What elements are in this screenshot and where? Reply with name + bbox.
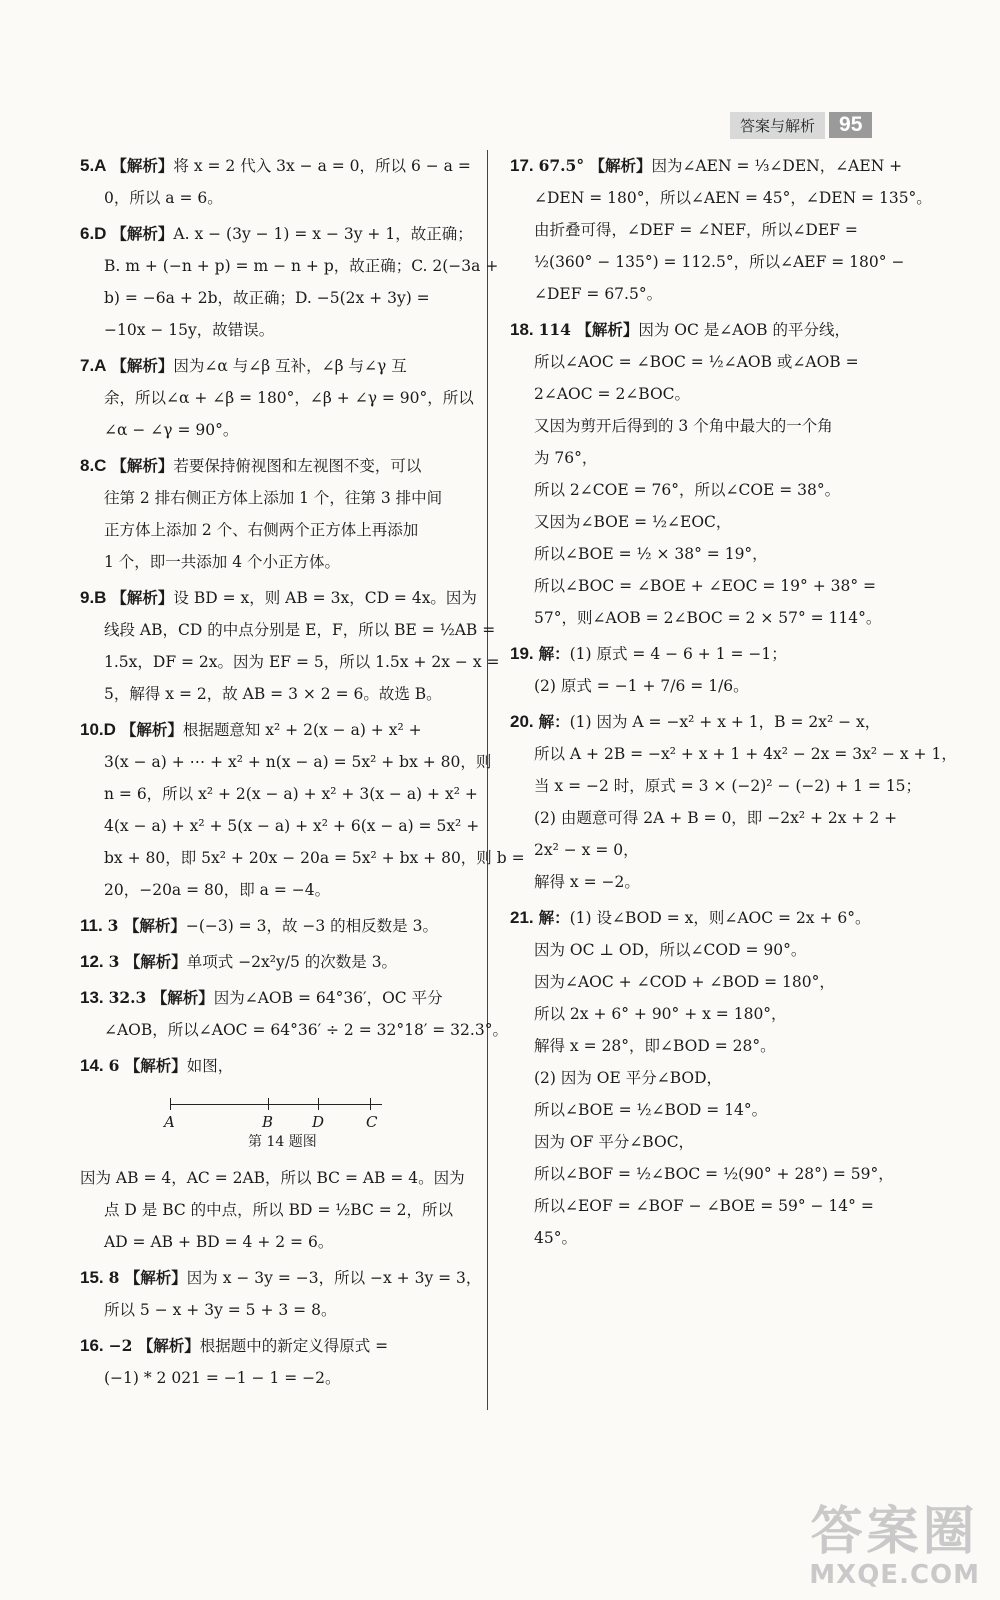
question-number: 21. [510, 908, 534, 927]
answer-line: 点 D 是 BC 的中点，所以 BD = ½BC = 2，所以 [104, 1201, 454, 1219]
answer-item [510, 638, 905, 702]
answer-first-line [510, 638, 905, 670]
answer-first-line [80, 150, 472, 182]
answer-line: 因为 OC ⊥ OD，所以∠COD = 90°。 [534, 941, 807, 959]
answer-first-line [80, 350, 472, 382]
answer-text: (1) 因为 A = −x² + x + 1，B = 2x² − x， [569, 713, 881, 731]
answer-tag: 3 【解析】 [108, 952, 187, 971]
answer-item [80, 218, 499, 346]
question-number: 10.D [80, 720, 116, 739]
answer-first-line [80, 1262, 482, 1294]
answer-line: 所以 2∠COE = 76°，所以∠COE = 38°。 [534, 481, 841, 499]
page-number: 95 [829, 112, 872, 138]
answer-first-line [510, 150, 905, 182]
answer-line: 1 个，即一共添加 4 个小正方体。 [104, 553, 341, 571]
answer-item [510, 902, 905, 1254]
question-number: 9.B [80, 588, 107, 607]
answer-line: 2∠AOC = 2∠BOC。 [534, 385, 691, 403]
answer-line: 正方体上添加 2 个、右侧两个正方体上再添加 [104, 521, 419, 539]
answer-text: −(−3) = 3，故 −3 的相反数是 3。 [185, 917, 438, 935]
answer-line: 因为∠AOC + ∠COD + ∠BOD = 180°， [534, 973, 835, 991]
answer-tag: 32.3 【解析】 [108, 988, 214, 1007]
page-header [730, 112, 872, 138]
answer-tag: 【解析】 [120, 720, 183, 739]
answer-line: (2) 因为 OE 平分∠BOD， [534, 1069, 723, 1087]
answer-item [80, 450, 472, 578]
answer-tag: 【解析】 [111, 224, 174, 243]
answer-line: 1.5x，DF = 2x。因为 EF = 5，所以 1.5x + 2x − x = [104, 653, 500, 671]
answer-line: 所以 A + 2B = −x² + x + 1 + 4x² − 2x = 3x² − x + 1， [534, 745, 957, 763]
answer-text: 因为∠AEN = ⅓∠DEN，∠AEN + [651, 157, 903, 175]
answer-text: 因为 OC 是∠AOB 的平分线， [638, 321, 850, 339]
answer-text: 因为 x − 3y = −3，所以 −x + 3y = 3， [186, 1269, 482, 1287]
question-number: 19. [510, 644, 534, 663]
figure-14 [150, 1088, 410, 1158]
figure-caption: 第 14 题图 [248, 1134, 317, 1150]
answer-line: 20，−20a = 80，即 a = −4。 [104, 881, 331, 899]
answer-line: 所以 5 − x + 3y = 5 + 3 = 8。 [104, 1301, 337, 1319]
answer-item [510, 150, 932, 310]
header-label: 答案与解析 [730, 112, 825, 139]
answer-line: ∠DEN = 180°，所以∠AEN = 45°，∠DEN = 135°。 [534, 189, 932, 207]
answer-line: 解得 x = −2。 [534, 873, 640, 891]
question-number: 17. [510, 156, 534, 175]
answer-item [80, 1330, 472, 1394]
answer-line: 当 x = −2 时，原式 = 3 × (−2)² − (−2) + 1 = 15； [534, 777, 922, 795]
question-number: 15. [80, 1268, 104, 1287]
answer-line: 往第 2 排右侧正方体上添加 1 个，往第 3 排中间 [104, 489, 443, 507]
question-number: 18. [510, 320, 534, 339]
answer-line: 0，所以 a = 6。 [104, 189, 223, 207]
answer-item [80, 946, 472, 978]
answer-line: 所以∠BOE = ½ × 38° = 19°， [534, 545, 768, 563]
answer-line: ½(360° − 135°) = 112.5°，所以∠AEF = 180° − [534, 253, 905, 271]
answer-first-line [80, 910, 472, 942]
answer-tag: 解： [538, 712, 570, 731]
answer-tag: 【解析】 [111, 456, 174, 475]
answer-line: 4(x − a) + x² + 5(x − a) + x² + 6(x − a) = 5x² + [104, 817, 480, 835]
answer-line: 因为 AB = 4，AC = 2AB，所以 BC = AB = 4。因为 [80, 1169, 465, 1187]
answer-line: 所以∠BOE = ½∠BOD = 14°。 [534, 1101, 768, 1119]
answer-line: 所以∠AOC = ∠BOC = ½∠AOB 或∠AOB = [534, 353, 859, 371]
answer-text: 将 x = 2 代入 3x − a = 0，所以 6 − a = [173, 157, 471, 175]
answer-tag: 解： [538, 908, 570, 927]
question-number: 13. [80, 988, 104, 1007]
answer-tag: −2 【解析】 [108, 1336, 200, 1355]
answer-line: ∠AOB，所以∠AOC = 64°36′ ÷ 2 = 32°18′ = 32.3°。 [104, 1021, 508, 1039]
answer-first-line [80, 218, 472, 250]
answer-line: bx + 80，即 5x² + 20x − 20a = 5x² + bx + 80，则 b = [104, 849, 525, 867]
answer-text: 若要保持俯视图和左视图不变，可以 [173, 457, 422, 475]
answer-first-line [80, 1050, 472, 1082]
answer-line: 又因为剪开后得到的 3 个角中最大的一个角 [534, 417, 833, 435]
question-number: 5.A [80, 156, 107, 175]
answer-first-line [510, 314, 905, 346]
answer-item [80, 1050, 472, 1082]
answer-tag: 114 【解析】 [538, 320, 639, 339]
answer-first-line [80, 1330, 472, 1362]
answer-line: −10x − 15y，故错误。 [104, 321, 275, 339]
answer-line: ∠DEF = 67.5°。 [534, 285, 663, 303]
answer-first-line [80, 946, 472, 978]
question-number: 6.D [80, 224, 107, 243]
answer-line: ∠α − ∠γ = 90°。 [104, 421, 239, 439]
answer-first-line [80, 714, 472, 746]
answer-line: 所以∠BOF = ½∠BOC = ½(90° + 28°) = 59°， [534, 1165, 894, 1183]
answer-text: 根据题意知 x² + 2(x − a) + x² + [182, 721, 422, 739]
answer-item [80, 1262, 482, 1326]
answer-text: 因为∠AOB = 64°36′，OC 平分 [213, 989, 443, 1007]
answer-tag: 【解析】 [111, 356, 174, 375]
answer-text: 设 BD = x，则 AB = 3x，CD = 4x。因为 [173, 589, 477, 607]
answer-line: AD = AB + BD = 4 + 2 = 6。 [104, 1233, 334, 1251]
answer-item [80, 150, 472, 214]
answer-line: 又因为∠BOE = ½∠EOC， [534, 513, 732, 531]
answer-tag: 3 【解析】 [107, 916, 186, 935]
watermark-sub: MXQE.COM [809, 1560, 980, 1590]
answer-line: B. m + (−n + p) = m − n + p，故正确；C. 2(−3a + [104, 257, 499, 275]
question-number: 20. [510, 712, 534, 731]
answer-first-line [80, 982, 472, 1014]
question-number: 8.C [80, 456, 107, 475]
answer-text: 单项式 −2x²y/5 的次数是 3。 [186, 953, 398, 971]
answer-tag: 6 【解析】 [108, 1056, 187, 1075]
answer-item [80, 1162, 472, 1258]
watermark-logo [809, 1504, 980, 1590]
point-c-label: C [366, 1113, 378, 1131]
answer-item [80, 910, 472, 942]
answer-item [80, 350, 472, 446]
answer-tag: 解： [538, 644, 570, 663]
answer-line: b) = −6a + 2b，故正确；D. −5(2x + 3y) = [104, 289, 430, 307]
answer-text: 根据题中的新定义得原式 = [199, 1337, 389, 1355]
answer-line: (2) 原式 = −1 + 7/6 = 1/6。 [534, 677, 749, 695]
answer-first-line [510, 706, 905, 738]
answer-first-line [80, 450, 472, 482]
question-number: 12. [80, 952, 104, 971]
answer-line: 为 76°， [534, 449, 598, 467]
answer-line: 所以∠BOC = ∠BOE + ∠EOC = 19° + 38° = [534, 577, 877, 595]
question-number: 16. [80, 1336, 104, 1355]
answer-tag: 8 【解析】 [108, 1268, 187, 1287]
right-column [510, 150, 957, 1258]
answer-line: 2x² − x = 0， [534, 841, 639, 859]
column-divider [487, 150, 488, 1410]
answer-line: 解得 x = 28°，即∠BOD = 28°。 [534, 1037, 776, 1055]
answer-line: 3(x − a) + ⋯ + x² + n(x − a) = 5x² + bx + 80，则 [104, 753, 492, 771]
answer-item [80, 982, 508, 1046]
point-b-label: B [262, 1113, 274, 1131]
answer-line: 45°。 [534, 1229, 577, 1247]
answer-line: 所以 2x + 6° + 90° + x = 180°， [534, 1005, 787, 1023]
answer-text: A. x − (3y − 1) = x − 3y + 1，故正确； [173, 225, 473, 243]
question-number: 14. [80, 1056, 104, 1075]
point-d-label: D [312, 1113, 325, 1131]
answer-item [510, 314, 905, 634]
answer-tag: 【解析】 [111, 156, 174, 175]
answer-text: 如图， [186, 1057, 234, 1075]
answer-text: (1) 设∠BOD = x，则∠AOC = 2x + 6°。 [569, 909, 871, 927]
answer-line: 由折叠可得，∠DEF = ∠NEF，所以∠DEF = [534, 221, 858, 239]
answer-line: 余，所以∠α + ∠β = 180°，∠β + ∠γ = 90°，所以 [104, 389, 474, 407]
answer-line: 线段 AB，CD 的中点分别是 E，F，所以 BE = ½AB = [104, 621, 496, 639]
answer-line: (2) 由题意可得 2A + B = 0，即 −2x² + 2x + 2 + [534, 809, 898, 827]
answer-item [80, 582, 500, 710]
watermark-main: 答案圈 [810, 1502, 979, 1562]
segment-line [170, 1104, 382, 1105]
answer-line: (−1) * 2 021 = −1 − 1 = −2。 [104, 1369, 341, 1387]
answer-line: n = 6，所以 x² + 2(x − a) + x² + 3(x − a) + x² + [104, 785, 478, 803]
answer-tag: 67.5° 【解析】 [538, 156, 652, 175]
question-number: 7.A [80, 356, 107, 375]
question-number: 11. [80, 916, 103, 935]
answer-line: 57°，则∠AOB = 2∠BOC = 2 × 57° = 114°。 [534, 609, 882, 627]
answer-item [80, 714, 525, 906]
answer-tag: 【解析】 [111, 588, 174, 607]
answer-first-line [510, 902, 905, 934]
answer-line: 因为 OF 平分∠BOC， [534, 1133, 695, 1151]
answer-text: 因为∠α 与∠β 互补，∠β 与∠γ 互 [173, 357, 407, 375]
answer-line: 5，解得 x = 2，故 AB = 3 × 2 = 6。故选 B。 [104, 685, 442, 703]
answer-first-line [80, 582, 477, 614]
answer-line: 所以∠EOF = ∠BOF − ∠BOE = 59° − 14° = [534, 1197, 874, 1215]
answer-item [510, 706, 957, 898]
point-a-label: A [164, 1113, 175, 1131]
answer-text: (1) 原式 = 4 − 6 + 1 = −1； [569, 645, 787, 663]
